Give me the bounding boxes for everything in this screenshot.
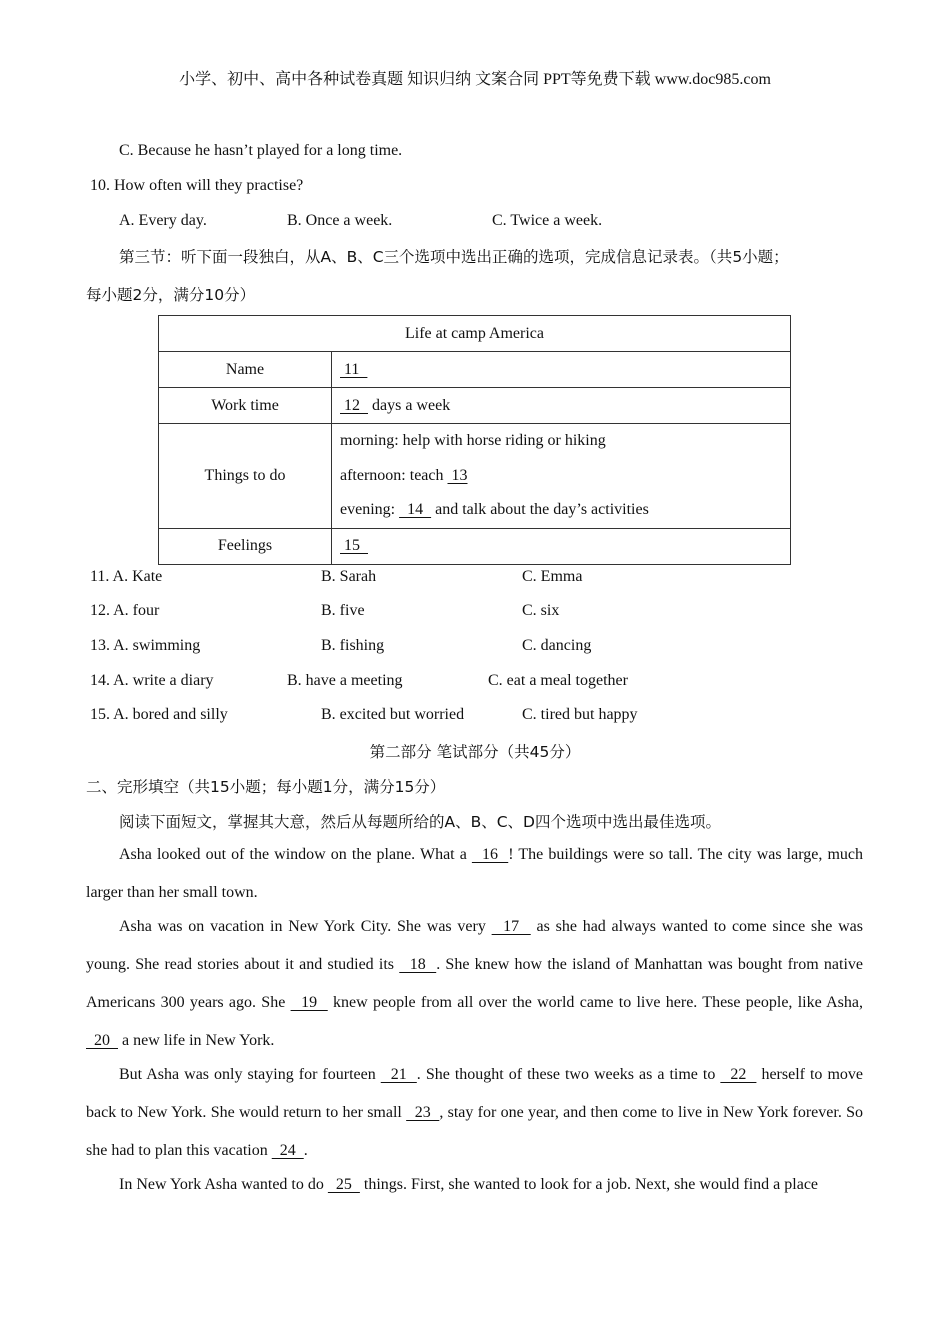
- q15-option-c: C. tired but happy: [522, 706, 638, 723]
- q13-option-c: C. dancing: [522, 637, 592, 654]
- feelings-label: Feelings: [159, 528, 332, 564]
- q15-option-a: 15. A. bored and silly: [90, 706, 228, 723]
- blank-18: 18: [399, 956, 437, 973]
- passage-paragraph-1: Asha looked out of the window on the plane. What a 16 ! The buildings were so tall. The city was large, much larger than her small town.: [86, 846, 864, 901]
- q11-option-b: B. Sarah: [321, 568, 377, 585]
- q12-option-c: C. six: [522, 602, 560, 619]
- work-time-cell: [332, 388, 791, 424]
- feelings-cell: [332, 528, 791, 564]
- blank-23: 23: [406, 1104, 440, 1121]
- name-cell: [332, 352, 791, 388]
- things-evening: [340, 493, 782, 528]
- passage-paragraph-4: In New York Asha wanted to do 25 things. First, she wanted to look for a job. Next, she would find a place: [119, 1176, 819, 1193]
- q14-option-b: B. have a meeting: [287, 672, 403, 689]
- things-afternoon: [340, 459, 782, 494]
- part2-title: 第二部分 笔试部分（共45分）: [369, 743, 581, 761]
- q15-option-b: B. excited but worried: [321, 706, 465, 723]
- q11-option-a: 11. A. Kate: [90, 568, 163, 585]
- q10-stem: 10. How often will they practise?: [90, 177, 304, 194]
- info-record-table: [158, 315, 791, 565]
- q11-option-c: C. Emma: [522, 568, 583, 585]
- section3-heading: 第三节：听下面一段独白，从A、B、C三个选项中选出正确的选项，完成信息记录表。（共5小题；: [119, 248, 789, 266]
- q10-option-c: C. Twice a week.: [492, 212, 603, 229]
- q13-option-a: 13. A. swimming: [90, 637, 201, 654]
- blank-25: 25: [327, 1176, 360, 1193]
- blank-17: 17: [491, 918, 531, 935]
- work-time-text: days a week: [368, 396, 451, 414]
- afternoon-text: afternoon: teach: [340, 466, 448, 484]
- evening-rest: and talk about the day’s activities: [431, 501, 649, 518]
- q13-option-b: B. fishing: [321, 637, 385, 654]
- cloze-instruction: 阅读下面短文，掌握其大意，然后从每题所给的A、B、C、D四个选项中选出最佳选项。: [119, 813, 721, 831]
- q14-option-a: 14. A. write a diary: [90, 672, 214, 689]
- blank-14: 14: [399, 501, 432, 518]
- work-time-label: Work time: [159, 388, 332, 424]
- things-morning: morning: help with horse riding or hiking: [340, 432, 606, 449]
- blank-11: 11: [340, 360, 368, 378]
- q12-option-a: 12. A. four: [90, 602, 160, 619]
- cloze-title: 二、完形填空（共15小题；每小题1分，满分15分）: [86, 778, 446, 796]
- blank-13: 13: [447, 466, 468, 484]
- passage-paragraph-2: Asha was on vacation in New York City. She was very 17 as she had always wanted to come since she was young. She read stories about it and studied its 18 . She knew how the island of Manhattan was bought from native Americans 300 years ago. She 19 knew people from all over the world came to live here. These people, like Asha, 20 a new life in New York.: [86, 918, 864, 1049]
- blank-12: 12: [340, 396, 368, 414]
- blank-16: 16: [471, 846, 509, 863]
- table-title: Life at camp America: [159, 316, 791, 352]
- blank-15: 15: [340, 537, 368, 554]
- q12-option-b: B. five: [321, 602, 365, 619]
- section3-heading-cont: 每小题2分，满分10分）: [86, 286, 256, 304]
- passage-paragraph-3: But Asha was only staying for fourteen 21 . She thought of these two weeks as a time to 22 herself to move back to New York. She would return to her small 23 , stay for one year, and then come to live in New York forever. So she had to plan this vacation 24 .: [86, 1066, 864, 1159]
- blank-22: 22: [720, 1066, 757, 1083]
- blank-21: 21: [380, 1066, 417, 1083]
- name-label: Name: [159, 352, 332, 388]
- q9-option-c: C. Because he hasn’t played for a long time.: [119, 142, 403, 159]
- blank-19: 19: [290, 994, 328, 1011]
- cloze-passage: [86, 836, 863, 1204]
- blank-20: 20: [86, 1032, 118, 1049]
- q10-option-b: B. Once a week.: [287, 212, 393, 229]
- evening-text: evening:: [340, 501, 400, 518]
- q10-option-a: A. Every day.: [119, 212, 207, 229]
- blank-24: 24: [271, 1142, 304, 1159]
- page-header: 小学、初中、高中各种试卷真题 知识归纳 文案合同 PPT等免费下载 www.doc985.com: [179, 71, 771, 88]
- things-label: Things to do: [159, 424, 332, 529]
- things-cell: [332, 424, 791, 529]
- q14-option-c: C. eat a meal together: [488, 672, 628, 689]
